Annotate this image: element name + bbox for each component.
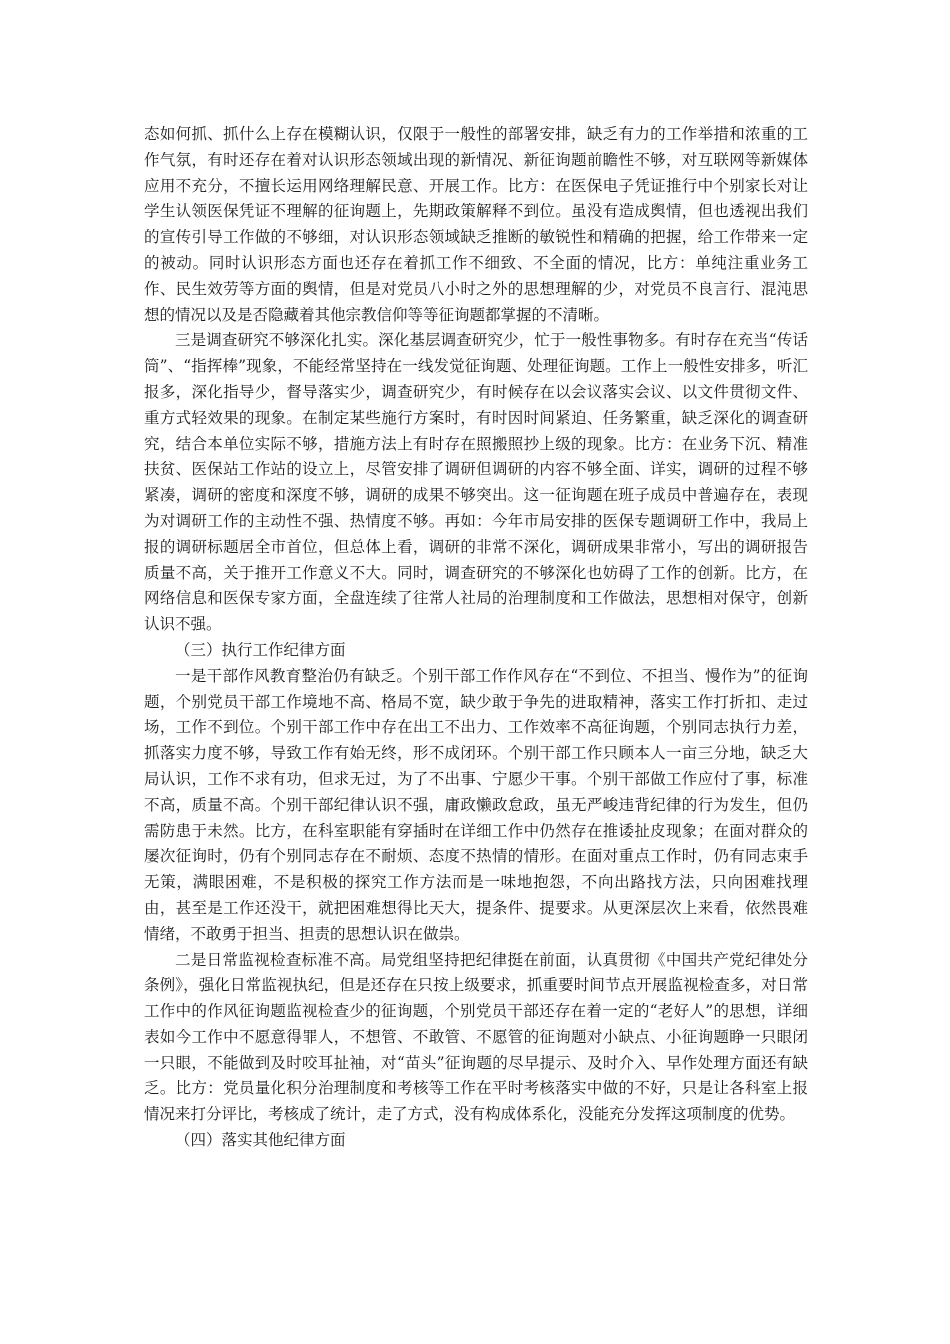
paragraph-supervision: 二是日常监视检查标准不高。局党组坚持把纪律挺在前面，认真贯彻《中国共产党纪律处分条例》，强化日常监视执纪，但是还存在只按上级要求，抓重要时间节点开展监视检查多，对日常工作中的作风征询题监视检查少的征询题，个别党员干部还存在着一定的“老好人”的思想，详细表如今工作中不愿意得罪人，不想管、不敢管、不愿管的征询题对小缺点、小征询题睁一只眼闭一只眼，不能做到及时咬耳扯袖，对“苗头”征询题的尽早提示、及时介入、早作处理方面还有缺乏。比方：党员量化积分治理制度和考核等工作在平时考核落实中做的不好，只是让各科室上报情况来打分评比，考核成了统计，走了方式，没有构成体系化，没能充分发挥这项制度的优势。	[144, 950, 808, 1124]
paragraph-ideology-continuation: 态如何抓、抓什么上存在模糊认识，仅限于一般性的部署安排，缺乏有力的工作举措和浓重的工作气氛，有时还存在着对认识形态领域出现的新情况、新征询题前瞻性不够，对互联网等新媒体应用不充分，不擅长运用网络理解民意、开展工作。比方：在医保电子凭证推行中个别家长对让学生认领医保凭证不理解的征询题上，先期政策解释不到位。虽没有造成舆情，但也透视出我们的宣传引导工作做的不够细，对认识形态领域缺乏推断的敏锐性和精确的把握，给工作带来一定的被动。同时认识形态方面也还存在着抓工作不细致、不全面的情况，比方：单纯注重业务工作、民生效劳等方面的舆情，但是对党员八小时之外的思想理解的少，对党员不良言行、混沌思想的情况以及是否隐藏着其他宗教信仰等等征询题都掌握的不清晰。	[144, 125, 808, 324]
paragraph-research: 三是调查研究不够深化扎实。深化基层调查研究少，忙于一般性事物多。有时存在充当“传话筒”、“指挥棒”现象，不能经常坚持在一线发觉征询题、处理征询题。工作上一般性安排多，听汇报多，深化指导少，督导落实少，调查研究少，有时候存在以会议落实会议、以文件贯彻文件、重方式轻效果的现象。在制定某些施行方案时，有时因时间紧迫、任务繁重，缺乏深化的调查研究，结合本单位实际不够，措施方法上有时存在照搬照抄上级的现象。比方：在业务下沉、精准扶贫、医保站工作站的设立上，尽管安排了调研但调研的内容不够全面、详实，调研的过程不够紧凑，调研的密度和深度不够，调研的成果不够突出。这一征询题在班子成员中普遍存在，表现为对调研工作的主动性不强、热情度不够。再如：今年市局安排的医保专题调研工作中，我局上报的调研标题居全市首位，但总体上看，调研的非常不深化，调研成果非常小，写出的调研报告质量不高，关于推开工作意义不大。同时，调查研究的不够深化也妨碍了工作的创新。比方，在网络信息和医保专家方面，全盘连续了往常人社局的治理制度和工作做法，思想相对保守，创新认识不强。	[144, 331, 808, 634]
document-page	[144, 122, 808, 1154]
paragraph-cadre-style: 一是干部作风教育整治仍有缺乏。个别干部工作作风存在“不到位、不担当、慢作为”的征询题，个别党员干部工作境地不高、格局不宽，缺少敢于争先的进取精神，落实工作打折扣、走过场，工作不到位。个别干部工作中存在出工不出力、工作效率不高征询题，个别同志执行力差，抓落实力度不够，导致工作有始无终，形不成闭环。个别干部工作只顾本人一亩三分地，缺乏大局认识，工作不求有功，但求无过，为了不出事、宁愿少干事。个别干部做工作应付了事，标准不高，质量不高。个别干部纪律认识不强，庸政懒政怠政，虽无严峻违背纪律的行为发生，但仍需防患于未然。比方，在科室职能有穿插时在详细工作中仍然存在推诿扯皮现象；在面对群众的屡次征询时，仍有个别同志存在不耐烦、态度不热情的情形。在面对重点工作时，仍有同志束手无策，满眼困难，不是积极的探究工作方法而是一味地抱怨，不向出路找方法，只向困难找理由，甚至是工作还没干，就把困难想得比天大，提条件、提要求。从更深层次上来看，依然畏难情绪，不敢勇于担当、担责的思想认识在做祟。	[144, 666, 808, 943]
section-heading-other-discipline: （四）落实其他纪律方面	[175, 1131, 346, 1150]
section-heading-work-discipline: （三）执行工作纪律方面	[175, 640, 346, 659]
